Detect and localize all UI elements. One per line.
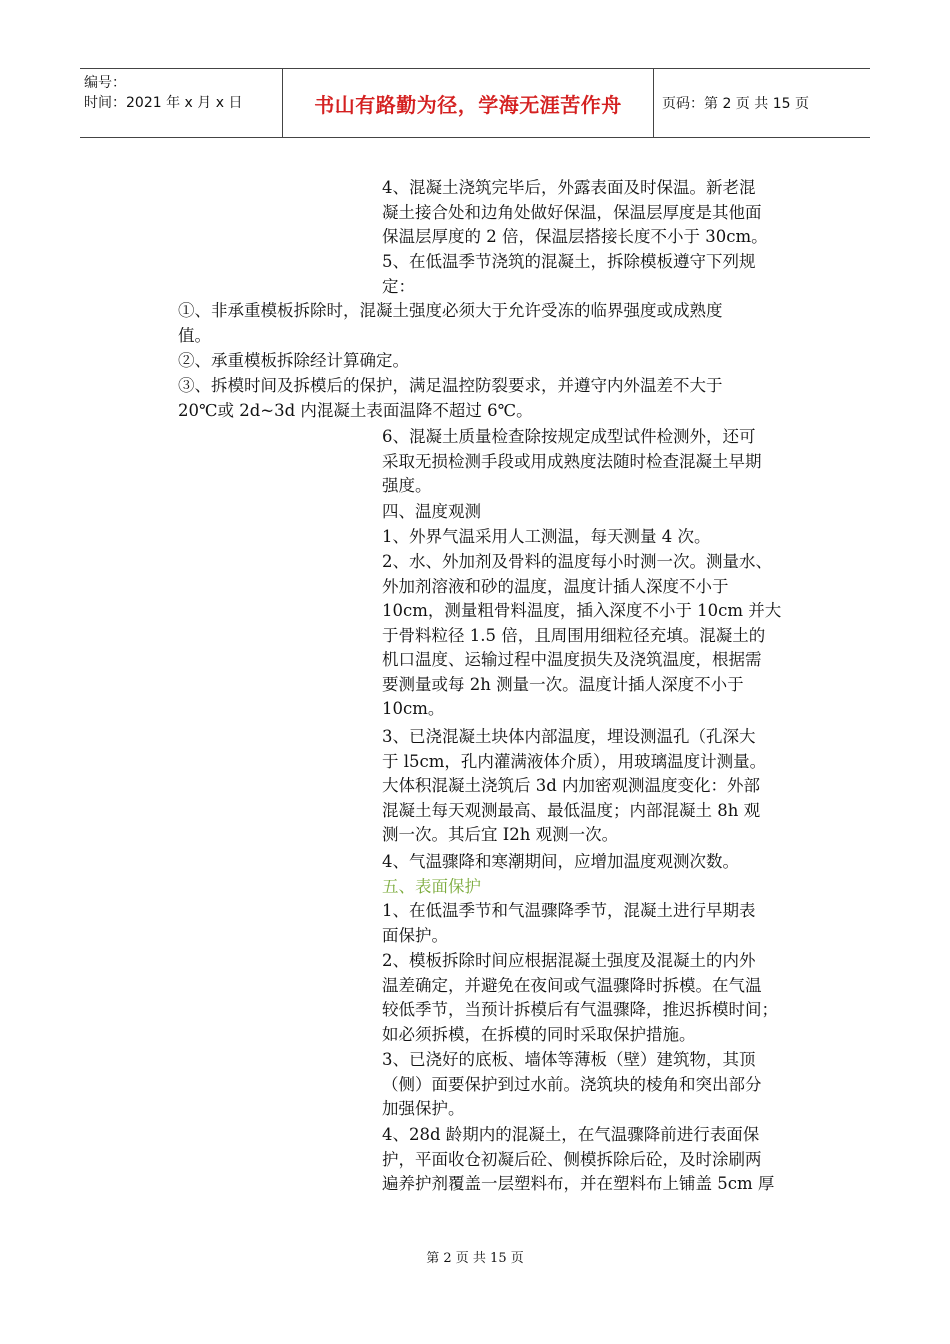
- clause-2: [178, 349, 828, 374]
- text-line: 护，平面收仓初凝后砼、侧模拆除后砼，及时涂刷两: [382, 1149, 762, 1169]
- text-line: 4、混凝土浇筑完毕后，外露表面及时保温。新老混: [382, 178, 756, 197]
- text-line: 于骨料粒径 1.5 倍，且周围用细粒径充填。混凝土的: [382, 625, 766, 645]
- text-line: （侧）面要保护到过水前。浇筑块的棱角和突出部分: [382, 1074, 762, 1094]
- text-line: 混凝土每天观测最高、最低温度；内部混凝土 8h 观: [382, 800, 761, 820]
- text-line: 于 l5cm，孔内灌满液体介质），用玻璃温度计测量。: [382, 751, 767, 771]
- text-line: 6、混凝土质量检查除按规定成型试件检测外，还可: [382, 427, 756, 446]
- temp-item-2: [382, 550, 832, 722]
- text-line: 4、气温骤降和寒潮期间，应增加温度观测次数。: [382, 852, 739, 871]
- protect-item-1: [382, 899, 832, 948]
- text-line: 20℃或 2d~3d 内混凝土表面温降不超过 6℃。: [178, 400, 533, 420]
- text-line: 定：: [382, 276, 415, 296]
- text-line: ①、非承重模板拆除时，混凝土强度必须大于允许受冻的临界强度或成熟度: [178, 301, 723, 320]
- text-line: 值。: [178, 325, 211, 345]
- paragraph-5: [382, 250, 832, 299]
- text-line: ②、承重模板拆除经计算确定。: [178, 351, 409, 370]
- header-meta: [80, 69, 282, 137]
- temp-item-1: [382, 525, 832, 550]
- text-line: 3、已浇混凝土块体内部温度，埋设测温孔（孔深大: [382, 727, 756, 746]
- text-line: 4、28d 龄期内的混凝土，在气温骤降前进行表面保: [382, 1125, 760, 1144]
- header-page-info: 页码：第 2 页 共 15 页: [662, 96, 809, 112]
- page-footer: 第 2 页 共 15 页: [426, 1251, 524, 1266]
- protect-item-4: [382, 1123, 832, 1197]
- protect-item-3: [382, 1048, 832, 1122]
- text-line: 2、模板拆除时间应根据混凝土强度及混凝土的内外: [382, 951, 756, 970]
- temp-item-3: [382, 725, 832, 848]
- text-line: 机口温度、运输过程中温度损失及浇筑温度，根据需: [382, 650, 762, 669]
- section-heading-5: [382, 875, 832, 900]
- text-line: 采取无损检测手段或用成熟度法随时检查混凝土早期: [382, 451, 762, 471]
- paragraph-6: [382, 425, 832, 499]
- text-line: 面保护。: [382, 925, 448, 945]
- date-line: 时间：2021 年 x 月 x 日: [84, 95, 243, 111]
- text-line: 3、已浇好的底板、墙体等薄板（壁）建筑物，其顶: [382, 1050, 756, 1069]
- temp-item-4: [382, 850, 832, 875]
- text-line: 如必须拆模，在拆模的同时采取保护措施。: [382, 1024, 696, 1044]
- text-line: 凝土接合处和边角处做好保温，保温层厚度是其他面: [382, 202, 762, 222]
- clause-1: [178, 299, 828, 348]
- page-header: [80, 68, 870, 138]
- text-line: 外加剂溶液和砂的温度，温度计插人深度不小于: [382, 576, 729, 596]
- section-heading-4: [382, 500, 832, 525]
- text-line: 保温层厚度的 2 倍，保温层搭接长度不小于 30cm。: [382, 227, 768, 246]
- text-line: 1、外界气温采用人工测温，每天测量 4 次。: [382, 527, 711, 546]
- text-line: 10cm。: [382, 699, 445, 718]
- text-line: 1、在低温季节和气温骤降季节，混凝土进行早期表: [382, 901, 756, 920]
- protect-item-2: [382, 949, 832, 1047]
- text-line: 温差确定，并避免在夜间或气温骤降时拆模。在气温: [382, 975, 762, 995]
- text-line: 五、表面保护: [382, 877, 481, 896]
- text-line: 5、在低温季节浇筑的混凝土，拆除模板遵守下列规: [382, 252, 756, 271]
- header-motto: 书山有路勤为径，学海无涯苦作舟: [314, 92, 622, 117]
- text-line: 测一次。其后宜 I2h 观测一次。: [382, 825, 619, 844]
- text-line: 加强保护。: [382, 1099, 465, 1118]
- text-line: 10cm，测量粗骨料温度，插入深度不小于 10cm 并大: [382, 601, 782, 620]
- text-line: 四、温度观测: [382, 502, 481, 521]
- text-line: 较低季节，当预计拆模后有气温骤降，推迟拆模时间；: [382, 1000, 778, 1019]
- text-line: 强度。: [382, 476, 432, 495]
- header-motto-cell: [282, 69, 654, 137]
- text-line: 要测量或每 2h 测量一次。温度计插人深度不小于: [382, 674, 744, 694]
- clause-3: [178, 374, 828, 423]
- text-line: ③、拆模时间及拆模后的保护，满足温控防裂要求，并遵守内外温差不大于: [178, 376, 723, 395]
- text-line: 遍养护剂覆盖一层塑料布，并在塑料布上铺盖 5cm 厚: [382, 1174, 775, 1193]
- text-line: 2、水、外加剂及骨料的温度每小时测一次。测量水、: [382, 552, 772, 571]
- number-label: 编号：: [84, 75, 126, 91]
- text-line: 大体积混凝土浇筑后 3d 内加密观测温度变化：外部: [382, 776, 761, 795]
- paragraph-4: [382, 176, 832, 250]
